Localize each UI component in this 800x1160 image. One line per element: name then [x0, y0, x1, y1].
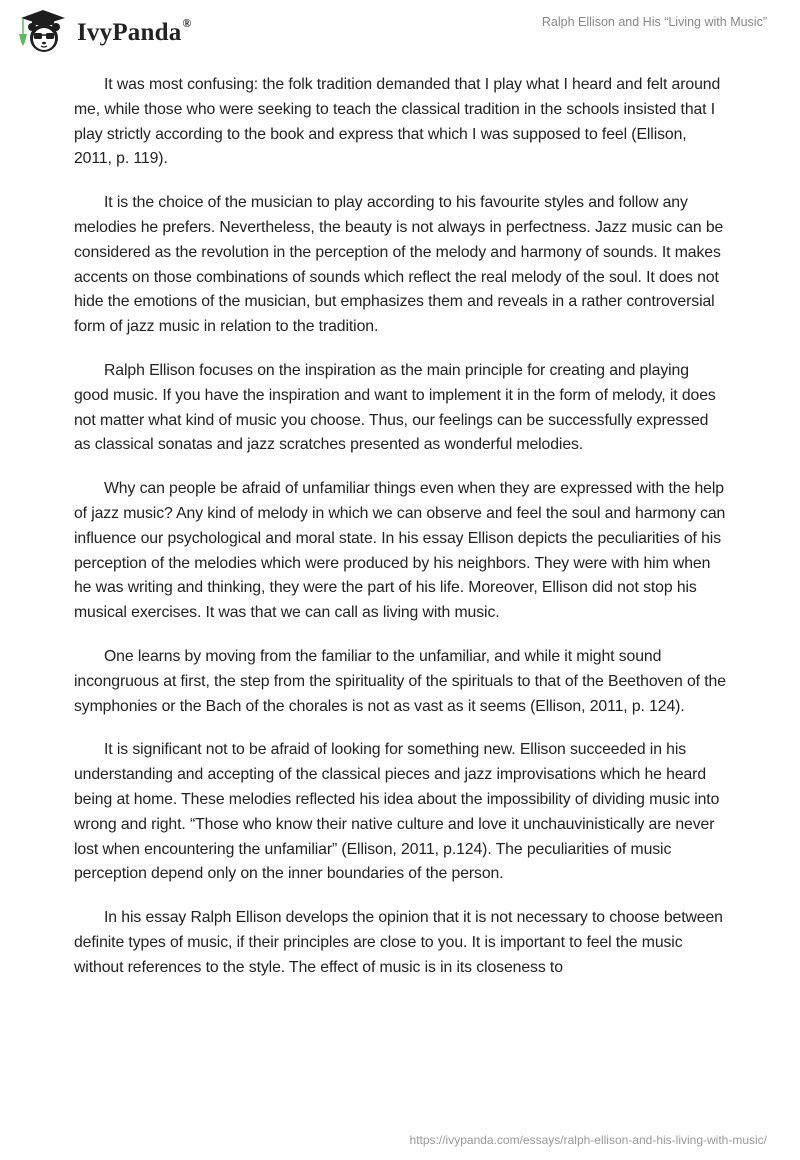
- paragraph: Why can people be afraid of unfamiliar things even when they are expressed with the help of jazz music? Any kind of melody in which we can observe and feel the soul and harmony can influence our psychological and moral state. In his essay Ellison depicts the peculiarities of his perception of the melodies which were produced by his neighbors. They were with him when he was writing and thinking, they were the part of his life. Moreover, Ellison did not stop his musical exercises. It was that we can call as living with music.: [74, 480, 726, 622]
- paragraph: It is significant not to be afraid of looking for something new. Ellison succeeded in his understanding and accepting of the classical pieces and jazz improvisations which he heard being at home. These melodies reflected his idea about the impossibility of dividing music into wrong and right. “Those who know their native culture and love it unchauvinistically are never lost when encountering the unfamiliar” (Ellison, 2011, p.124). The peculiarities of music perception depend only on the inner boundaries of the person.: [74, 741, 720, 883]
- paragraph-quote-1: It was most confusing: the folk tradition demanded that I play what I heard and felt around me, while those who were seeking to teach the classical tradition in the schools insisted that I play strictly according to the book and express that which I was supposed to feel (Ellison, 2011, p. 119).: [74, 76, 721, 168]
- ivypanda-logo[interactable]: [17, 8, 192, 54]
- panda-graduate-icon: [17, 8, 69, 54]
- paragraph: In his essay Ralph Ellison develops the opinion that it is not necessary to choose between definite types of music, if their principles are close to you. It is important to feel the music without references to the style. The effect of music is in its closeness to: [74, 909, 723, 976]
- paragraph: Ralph Ellison focuses on the inspiration as the main principle for creating and playing good music. If you have the inspiration and want to implement it in the form of melody, it does not matter what kind of music you choose. Thus, our feelings can be successfully expressed as classical sonatas and jazz scratches presented as wonderful melodies.: [74, 361, 716, 454]
- paragraph: It is the choice of the musician to play according to his favourite styles and follow any melodies he prefers. Nevertheless, the beauty is not always in perfectness. Jazz music can be considered as the revolution in the perception of the melody and harmony of sounds. It makes accents on those combinations of sounds which reflect the real melody of the soul. It does not hide the emotions of the musician, but emphasizes them and reveals in a rather controversial form of jazz music in relation to the tradition.: [74, 194, 724, 336]
- essay-body: [74, 73, 726, 1000]
- paragraph-quote-2: One learns by moving from the familiar to the unfamiliar, and while it might sound incongruous at first, the step from the spirituality of the spirituals to that of the Beethoven of the symphonies or the Bach of the chorales is not as vast as it seems (Ellison, 2011, p. 124).: [74, 647, 726, 715]
- source-url[interactable]: https://ivypanda.com/essays/ralph-ellison-and-his-living-with-music/: [409, 1133, 767, 1147]
- document-title: Ralph Ellison and His “Living with Music”: [541, 15, 767, 29]
- page-header: [0, 0, 800, 62]
- brand-name: IvyPanda®: [77, 15, 192, 46]
